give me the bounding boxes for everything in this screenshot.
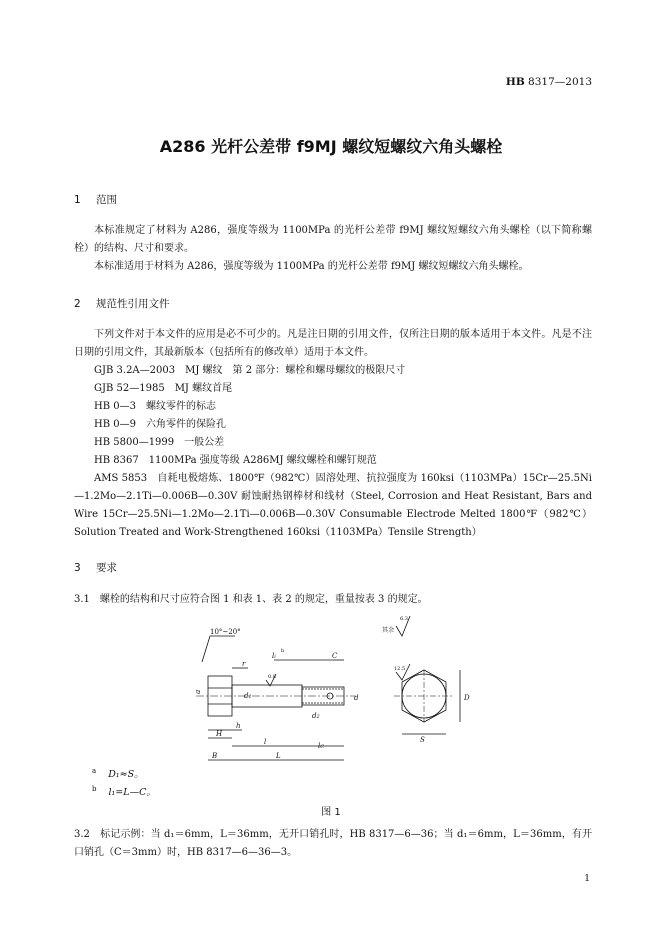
label-d2: d2 (312, 712, 320, 720)
roughness-hex-value: 12.5 (394, 666, 406, 672)
reference-item: HB 0—3 螺纹零件的标志 (94, 401, 216, 412)
figure-note-a (92, 766, 144, 780)
section-title: 要求 (96, 562, 117, 574)
section-number: 2 (74, 298, 81, 310)
label-a: a (194, 689, 202, 694)
label-B: B (212, 752, 218, 760)
standard-year: 8317—2013 (524, 76, 592, 88)
requirement-3-2: 3.2 标记示例：当 d₁＝6mm，L＝36mm，无开口销孔时，HB 8317—6—36；当 d₁＝6mm，L＝36mm，有开口销孔（C＝3mm）时，HB 8317—6—36—3。 (74, 829, 592, 858)
label-li: li (272, 652, 276, 660)
section-title: 范围 (96, 194, 117, 206)
angle-leader-arm (202, 636, 210, 662)
reference-item: HB 8367 1100MPa 强度等级 A286MJ 螺纹螺栓和螺钉规范 (94, 455, 377, 466)
reference-item: GJB 52—1985 MJ 螺纹首尾 (94, 383, 233, 394)
note-mark: b (92, 784, 97, 793)
label-d: d (354, 694, 359, 702)
standard-number-header (506, 76, 592, 88)
roughness-rest-label: 其余 (382, 627, 395, 634)
document-title: A286 光杆公差带 f9MJ 螺纹短螺纹六角头螺栓 (159, 137, 503, 156)
scope-paragraph-2: 本标准适用于材料为 A286，强度等级为 1100MPa 的光杆公差带 f9MJ 螺纹短螺纹六角头螺栓。 (94, 261, 529, 272)
section-number: 1 (74, 194, 81, 206)
note-text: D₁≈S。 (108, 769, 144, 780)
bolt-drawing (180, 612, 490, 772)
standard-code: HB (505, 76, 525, 88)
label-lc: lC (318, 742, 325, 750)
reference-item: HB 0—9 六角零件的保险孔 (94, 419, 226, 430)
label-l: l (264, 738, 267, 746)
figure-caption: 图 1 (321, 807, 341, 818)
note-text: l₁=L—C。 (108, 787, 156, 798)
scope-paragraph-1: 本标准规定了材料为 A286，强度等级为 1100MPa 的光杆公差带 f9MJ 螺纹短螺纹六角头螺栓（以下简称螺栓）的结构、尺寸和要求。 (74, 225, 592, 254)
section-heading-scope (74, 192, 117, 207)
label-H: H (216, 730, 223, 738)
figure-note-b (92, 784, 156, 798)
label-h: h (236, 722, 241, 730)
roughness-shank-value: 0.8 (268, 674, 276, 680)
label-r: r (242, 660, 246, 668)
label-d1: d1 (244, 692, 252, 700)
label-L: L (276, 752, 281, 760)
section-number: 3 (74, 562, 81, 574)
page-number: 1 (584, 874, 590, 884)
reference-item: HB 5800—1999 一般公差 (94, 437, 225, 448)
label-D: D (464, 694, 470, 702)
label-b-mark: b (281, 648, 285, 654)
roughness-main-value: 6.3 (400, 616, 408, 622)
reference-item-ams: AMS 5853 自耗电极熔炼、1800℉（982℃）固溶处理、抗拉强度为 160ksi（1103MPa）15Cr—25.5Ni—1.2Mo—2.1Ti—0.006B—0.30V 耐蚀耐热钢棒材和线材（Steel, Corrosion and Heat Resistant, Bars and Wire 15Cr—25.5Ni—1.2Mo—2.1Ti—0.006B—0.30V Consumable Electrode Melted 1800℉（982℃）Solution Treated and Work-Strengthened 160ksi（1103MPa）Tensile Strength） (74, 473, 592, 538)
reference-item: GJB 3.2A—2003 MJ 螺纹 第 2 部分：螺栓和螺母螺纹的极限尺寸 (94, 365, 406, 376)
section-heading-references (74, 296, 170, 311)
section-title: 规范性引用文件 (96, 298, 170, 310)
label-c: C (332, 652, 338, 660)
section-heading-requirements (74, 560, 117, 575)
references-intro: 下列文件对于本文件的应用是必不可少的。凡是注日期的引用文件，仅所注日期的版本适用于本文件。凡是不注日期的引用文件，其最新版本（包括所有的修改单）适用于本文件。 (74, 329, 592, 358)
label-S: S (420, 736, 425, 744)
requirement-3-1: 3.1 螺栓的结构和尺寸应符合图 1 和表 1、表 2 的规定，重量按表 3 的规定。 (74, 594, 428, 605)
chamfer-angle-label: 10°~20° (210, 628, 241, 636)
note-mark: a (92, 766, 97, 775)
